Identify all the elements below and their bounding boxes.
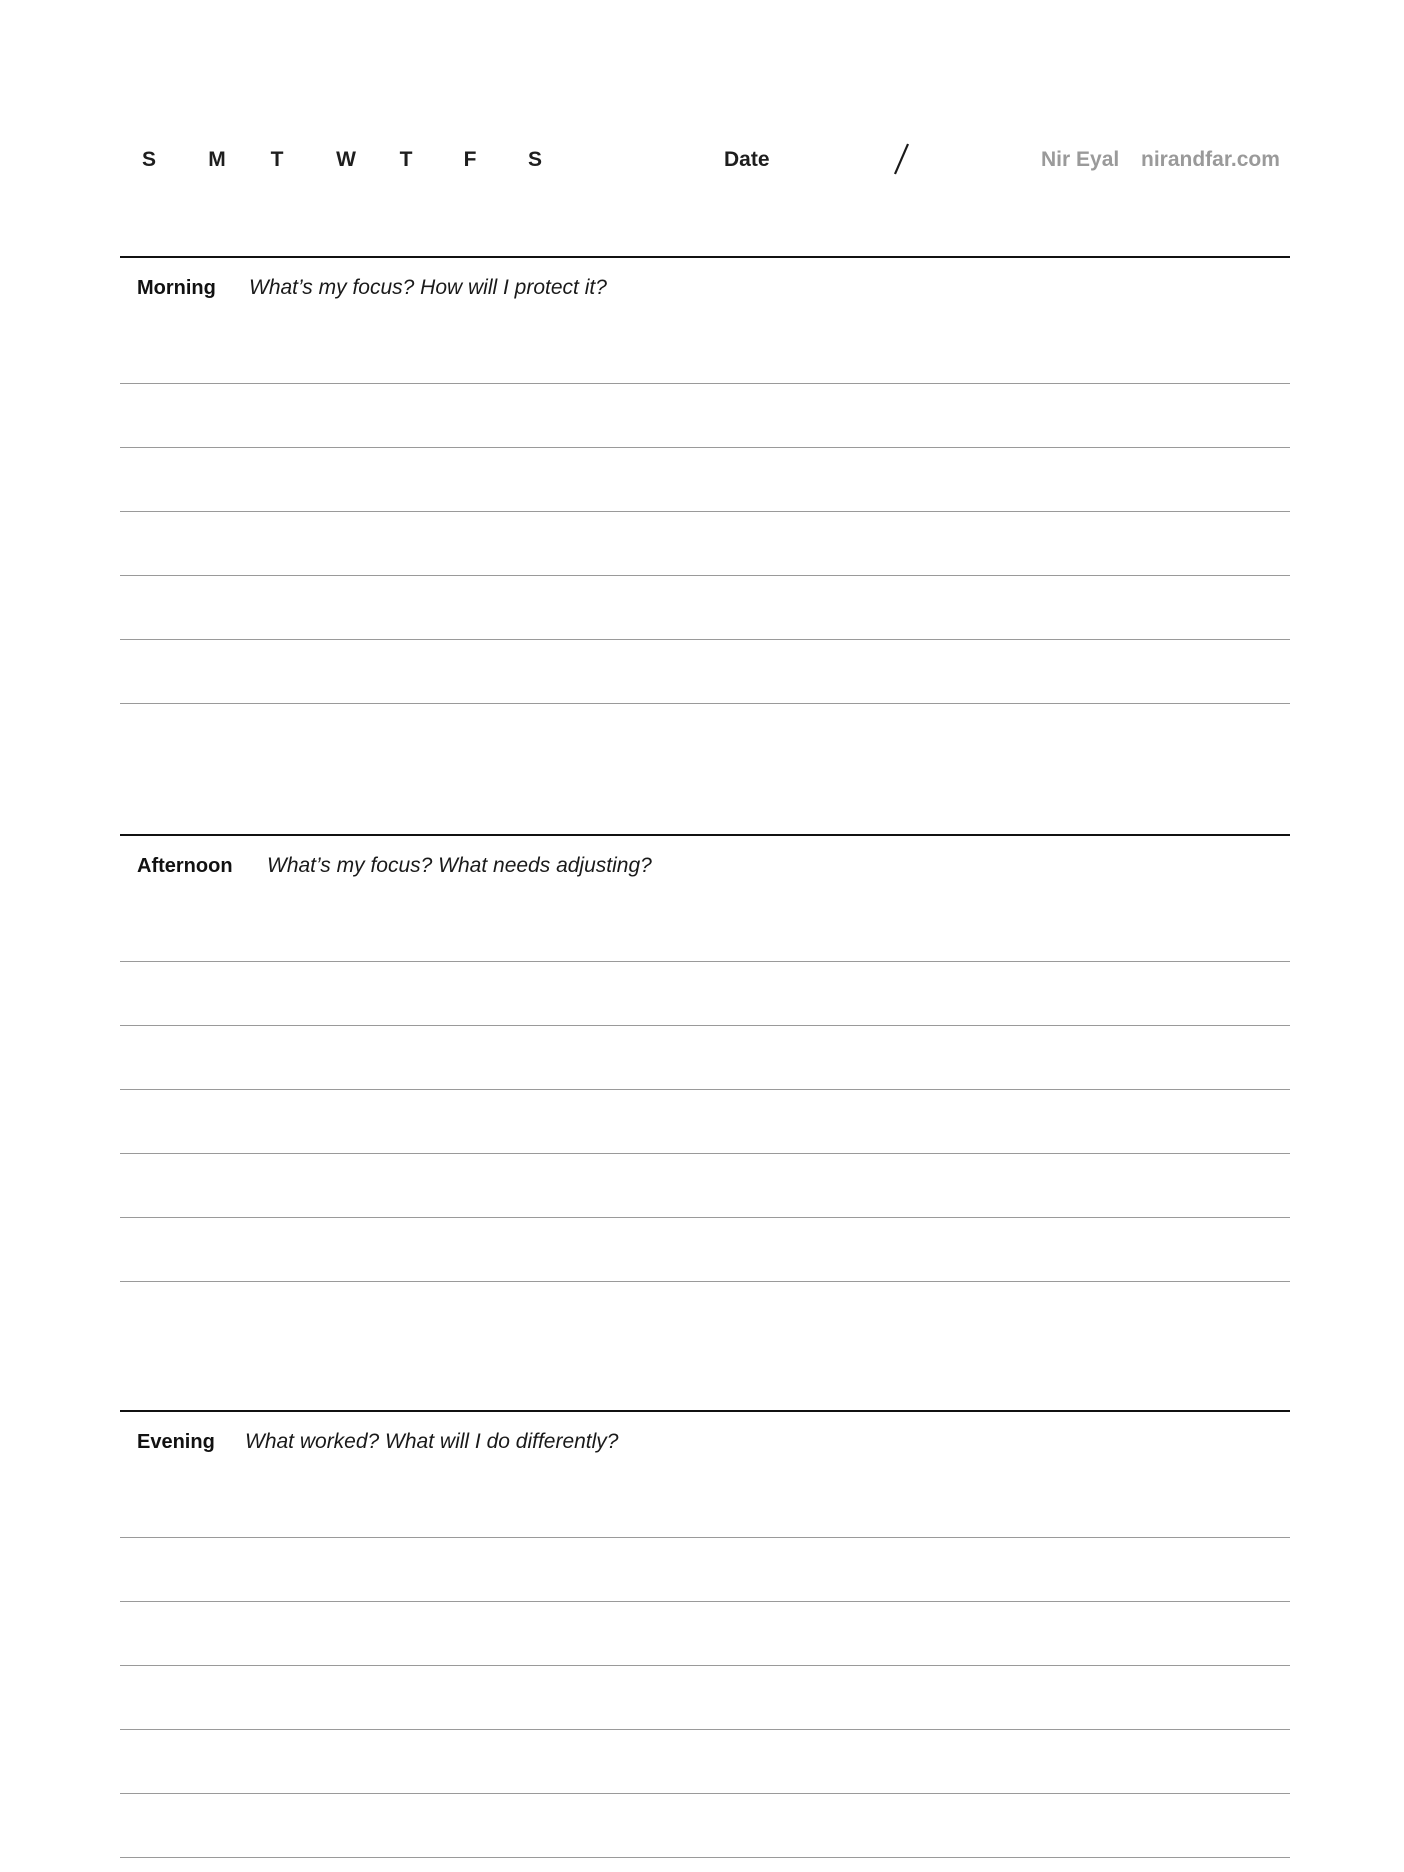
day-thursday[interactable]: T xyxy=(399,148,413,171)
writing-line[interactable] xyxy=(120,1686,1290,1730)
section-evening xyxy=(120,1410,1290,1870)
section-divider xyxy=(120,256,1290,258)
writing-line[interactable] xyxy=(120,532,1290,576)
section-afternoon xyxy=(120,834,1290,1294)
writing-line[interactable] xyxy=(120,918,1290,962)
date-separator-slash[interactable] xyxy=(888,142,914,176)
section-title: Afternoon xyxy=(137,855,233,877)
writing-line[interactable] xyxy=(120,1814,1290,1858)
writing-line[interactable] xyxy=(120,1558,1290,1602)
day-friday[interactable]: F xyxy=(463,148,477,171)
date-label: Date xyxy=(724,148,770,171)
writing-line[interactable] xyxy=(120,1750,1290,1794)
section-title: Morning xyxy=(137,277,216,299)
section-divider xyxy=(120,1410,1290,1412)
writing-line[interactable] xyxy=(120,1494,1290,1538)
day-wednesday[interactable]: W xyxy=(336,148,356,171)
author-name: Nir Eyal xyxy=(1041,148,1120,171)
writing-line[interactable] xyxy=(120,1046,1290,1090)
section-prompt: What’s my focus? How will I protect it? xyxy=(249,276,607,299)
day-monday[interactable]: M xyxy=(208,148,226,171)
section-divider xyxy=(120,834,1290,836)
writing-line[interactable] xyxy=(120,982,1290,1026)
writing-line[interactable] xyxy=(120,404,1290,448)
writing-line[interactable] xyxy=(120,340,1290,384)
writing-line[interactable] xyxy=(120,468,1290,512)
day-tuesday[interactable]: T xyxy=(270,148,284,171)
day-saturday[interactable]: S xyxy=(527,148,543,171)
writing-line[interactable] xyxy=(120,1174,1290,1218)
day-sunday[interactable]: S xyxy=(141,148,157,171)
writing-line[interactable] xyxy=(120,596,1290,640)
website-label: nirandfar.com xyxy=(1141,148,1280,171)
writing-line[interactable] xyxy=(120,1110,1290,1154)
section-title: Evening xyxy=(137,1431,215,1453)
section-prompt: What worked? What will I do differently? xyxy=(245,1430,619,1453)
writing-line[interactable] xyxy=(120,1238,1290,1282)
writing-line[interactable] xyxy=(120,660,1290,704)
section-morning xyxy=(120,256,1290,716)
section-prompt: What’s my focus? What needs adjusting? xyxy=(267,854,652,877)
writing-line[interactable] xyxy=(120,1622,1290,1666)
page-header xyxy=(0,0,1404,200)
